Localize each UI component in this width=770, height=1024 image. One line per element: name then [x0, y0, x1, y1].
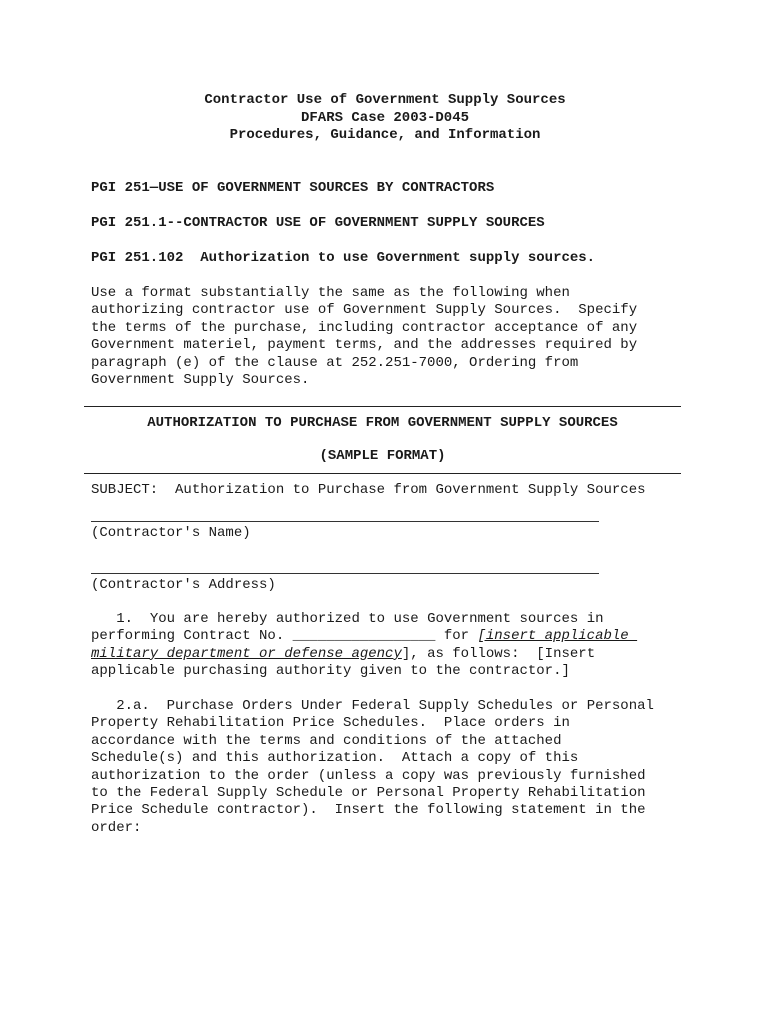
intro-paragraph: Use a format substantially the same as the following when authorizing contractor use of Government Supply Sources. Specify the terms of the purchase, including contractor acceptance of any Government materiel, payment terms, and the addresses required by paragraph (e) of the clause at 252.251-7000, Ordering from Government Supply Sources.: [91, 285, 638, 389]
section-heading: PGI 251.102 Authorization to use Government supply sources.: [91, 250, 596, 266]
paragraph-1-start: 1. You are hereby authorized to use Government sources in performing Contract No. _________________ for: [91, 611, 604, 645]
form-subtitle: (SAMPLE FORMAT): [319, 448, 446, 464]
part-heading: PGI 251—USE OF GOVERNMENT SOURCES BY CONTRACTORS: [91, 180, 495, 196]
form-top-rule: [84, 406, 681, 407]
document-header: [0, 92, 770, 145]
insert-placeholder-1: [insert applicable: [477, 628, 638, 645]
insert-placeholder-2: military department or defense agency: [91, 645, 402, 662]
header-subtitle: Procedures, Guidance, and Information: [229, 127, 541, 143]
header-case-number: DFARS Case 2003-D045: [300, 109, 470, 126]
form-title: AUTHORIZATION TO PURCHASE FROM GOVERNMENT SUPPLY SOURCES: [147, 415, 618, 431]
subpart-heading: PGI 251.1--CONTRACTOR USE OF GOVERNMENT SUPPLY SOURCES: [91, 215, 545, 231]
contractor-name-blank: [91, 521, 599, 522]
form-bottom-rule: [84, 473, 681, 474]
contractor-address-label: (Contractor's Address): [91, 577, 276, 593]
contractor-address-blank: [91, 573, 599, 574]
paragraph-1: [91, 611, 691, 681]
paragraph-1-end: ], as follows: [Insert applicable purchasing authority given to the contractor.]: [91, 645, 596, 680]
paragraph-2a: 2.a. Purchase Orders Under Federal Supply Schedules or Personal Property Rehabilitation Price Schedules. Place orders in accordance with the terms and conditions of the attached Schedule(s) and this authorization. Attach a copy of this authorization to the order (unless a copy was previously furnished to the Federal Supply Schedule or Personal Property Rehabilitation Price Schedule contractor). Insert the following statement in the order:: [91, 698, 654, 836]
subject-line: SUBJECT: Authorization to Purchase from Government Supply Sources: [91, 482, 646, 498]
header-title: Contractor Use of Government Supply Sources: [204, 92, 566, 108]
contractor-name-label: (Contractor's Name): [91, 525, 251, 541]
